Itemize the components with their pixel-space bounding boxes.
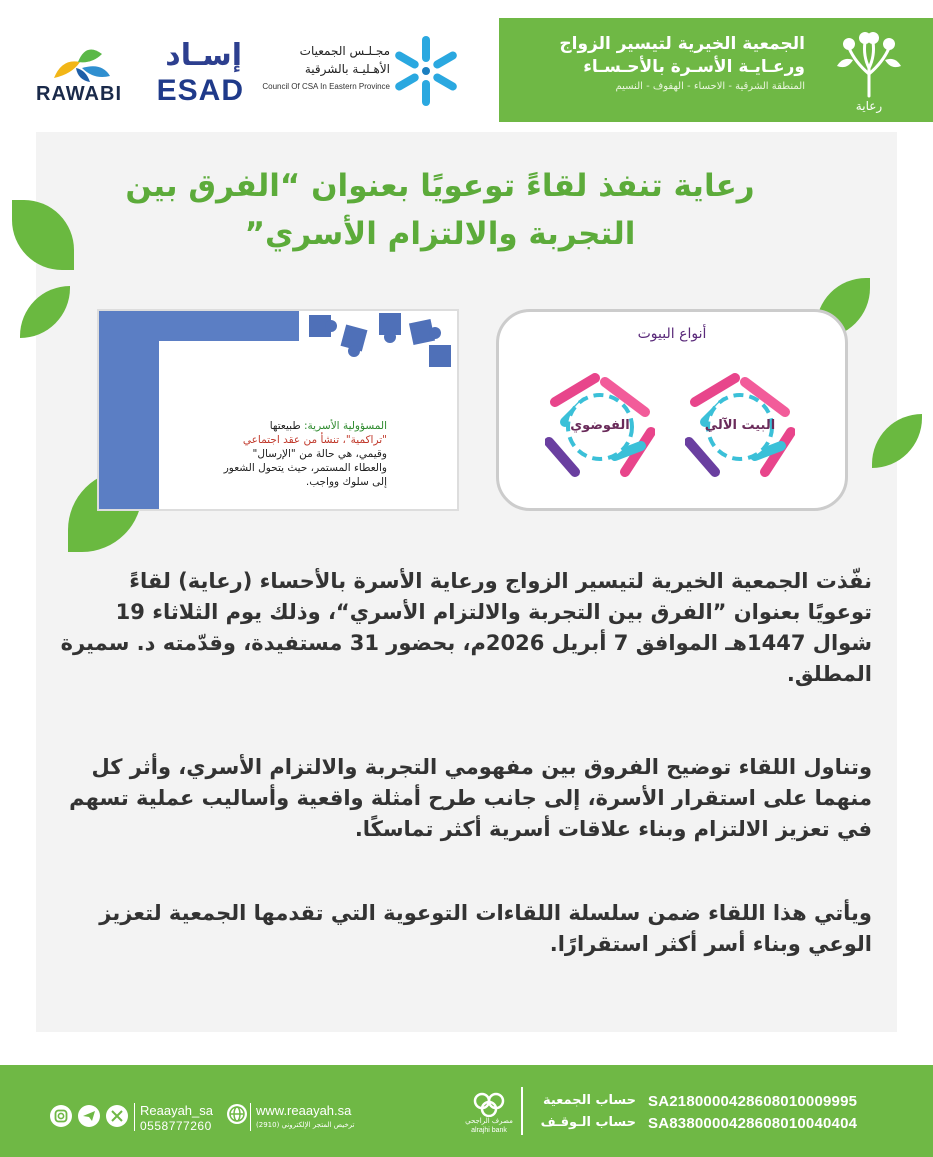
rawabi-logo	[32, 38, 132, 108]
account-association-label: حساب الجمعية	[542, 1093, 636, 1108]
organization-banner	[499, 18, 933, 122]
bank-english-name: alrajhi bank	[471, 1127, 507, 1134]
article-paragraph-1: نفّذت الجمعية الخيرية لتيسير الزواج ورعاية الأسرة بالأحساء (رعاية) لقاءً توعويًا بعنوان ”الفرق بين التجربة والالتزام الأسري“، وذلك يوم الثلاثاء 19 شوال 1447هـ الموافق 7 أبريل 2026م، بحضور 31 مستفيدة، وقدّمته د. سميرة المطلق.	[60, 569, 872, 686]
bubble-automatic-house-label: البيت الآلي	[704, 418, 776, 433]
alrajhi-bank-icon	[464, 1089, 514, 1117]
organization-region: المنطقة الشرقية - الاحساء - الهفوف - النسيم	[615, 81, 805, 92]
slide-text-line2: "تراكمية"، تنشأ من عقد اجتماعي	[242, 434, 387, 446]
esad-logo	[148, 38, 248, 108]
article-paragraph-3: ويأتي هذا اللقاء ضمن سلسلة اللقاءات التوعوية التي تقدمها الجمعية لتعزيز الوعي وبناء أسر أكثر استقرارًا.	[99, 901, 872, 956]
instagram-icon[interactable]	[50, 1105, 72, 1127]
slide-text-line3: وقيمي، هي حالة من "الإرسال"	[252, 448, 387, 460]
footer-divider	[521, 1087, 523, 1135]
organization-name-block	[545, 32, 805, 96]
slide-text-line1-rest: طبيعتها	[269, 420, 301, 432]
slide-text-label: المسؤولية الأسرية:	[304, 420, 387, 432]
organization-tree-logo-icon	[819, 26, 919, 116]
esad-arabic-wordmark: إسـاد	[165, 38, 242, 73]
slide-photo-house-types	[496, 309, 848, 511]
council-arabic-line1: مجـلـس الجمعيات	[299, 44, 390, 58]
account-waqf-label: حساب الـوقـف	[540, 1115, 636, 1130]
organization-name-line2: ورعـايـة الأسـرة بالأحـسـاء	[583, 57, 805, 77]
x-twitter-icon[interactable]	[106, 1105, 128, 1127]
footer-divider-web	[250, 1103, 251, 1131]
council-english-name: Council Of CSA In Eastern Province	[262, 82, 390, 91]
website-link[interactable]: www.reaayah.sa	[256, 1103, 352, 1118]
puzzle-pieces-icon	[299, 311, 459, 373]
organization-name-line1: الجمعية الخيرية لتيسير الزواج	[559, 34, 805, 54]
slide-text-block	[157, 419, 387, 489]
esad-english-wordmark: ESAD	[156, 74, 244, 107]
bank-arabic-name: مصرف الراجحي	[465, 1117, 513, 1125]
iban-waqf: SA8380000428608010040404	[648, 1115, 858, 1132]
header	[0, 0, 933, 128]
social-handle[interactable]: Reaayah_sa	[140, 1103, 213, 1118]
slide-text-line5: إلى سلوك وواجب.	[305, 476, 387, 488]
slide-text-line4: والعطاء المستمر، حيث يتحول الشعور	[223, 462, 387, 474]
footer-divider-social	[134, 1103, 135, 1131]
organization-logo-text: رعاية	[855, 99, 883, 113]
rawabi-mark-icon	[32, 38, 132, 88]
slide-text-line1	[157, 419, 387, 433]
council-logo	[262, 40, 462, 106]
footer	[0, 1065, 933, 1157]
council-star-icon	[390, 32, 462, 110]
phone-number[interactable]: 0558777260	[140, 1119, 212, 1133]
slide-photo-family-responsibility	[97, 309, 459, 511]
globe-icon[interactable]	[226, 1103, 248, 1125]
website-license: ترخيص المتجر الإلكتروني (2910)	[256, 1121, 355, 1129]
iban-association: SA2180000428608010009995	[648, 1093, 858, 1110]
article-title: رعاية تنفذ لقاءً توعويًا بعنوان “الفرق بين التجربة والالتزام الأسري”	[125, 168, 755, 252]
council-arabic-line2: الأهـليـة بالشرقية	[304, 62, 390, 76]
slide-side-bar	[99, 341, 159, 511]
slide-house-types-title: أنواع البيوت	[637, 326, 707, 342]
bubble-chaotic-house	[545, 372, 655, 482]
bubble-automatic-house	[685, 372, 795, 482]
bubble-chaotic-house-label: الفوضوي	[570, 418, 630, 433]
telegram-icon[interactable]	[78, 1105, 100, 1127]
rawabi-wordmark: RAWABI	[36, 83, 122, 105]
alrajhi-bank-logo	[464, 1089, 514, 1141]
article-paragraph-2: وتناول اللقاء توضيح الفروق بين مفهومي التجربة والالتزام الأسري، وأثر كل منهما على استقرار الأسرة، إلى جانب طرح أمثلة واقعية وأساليب عملية تسهم في تعزيز الالتزام وبناء علاقات أسرية أكثر تماسكًا.	[69, 755, 872, 841]
